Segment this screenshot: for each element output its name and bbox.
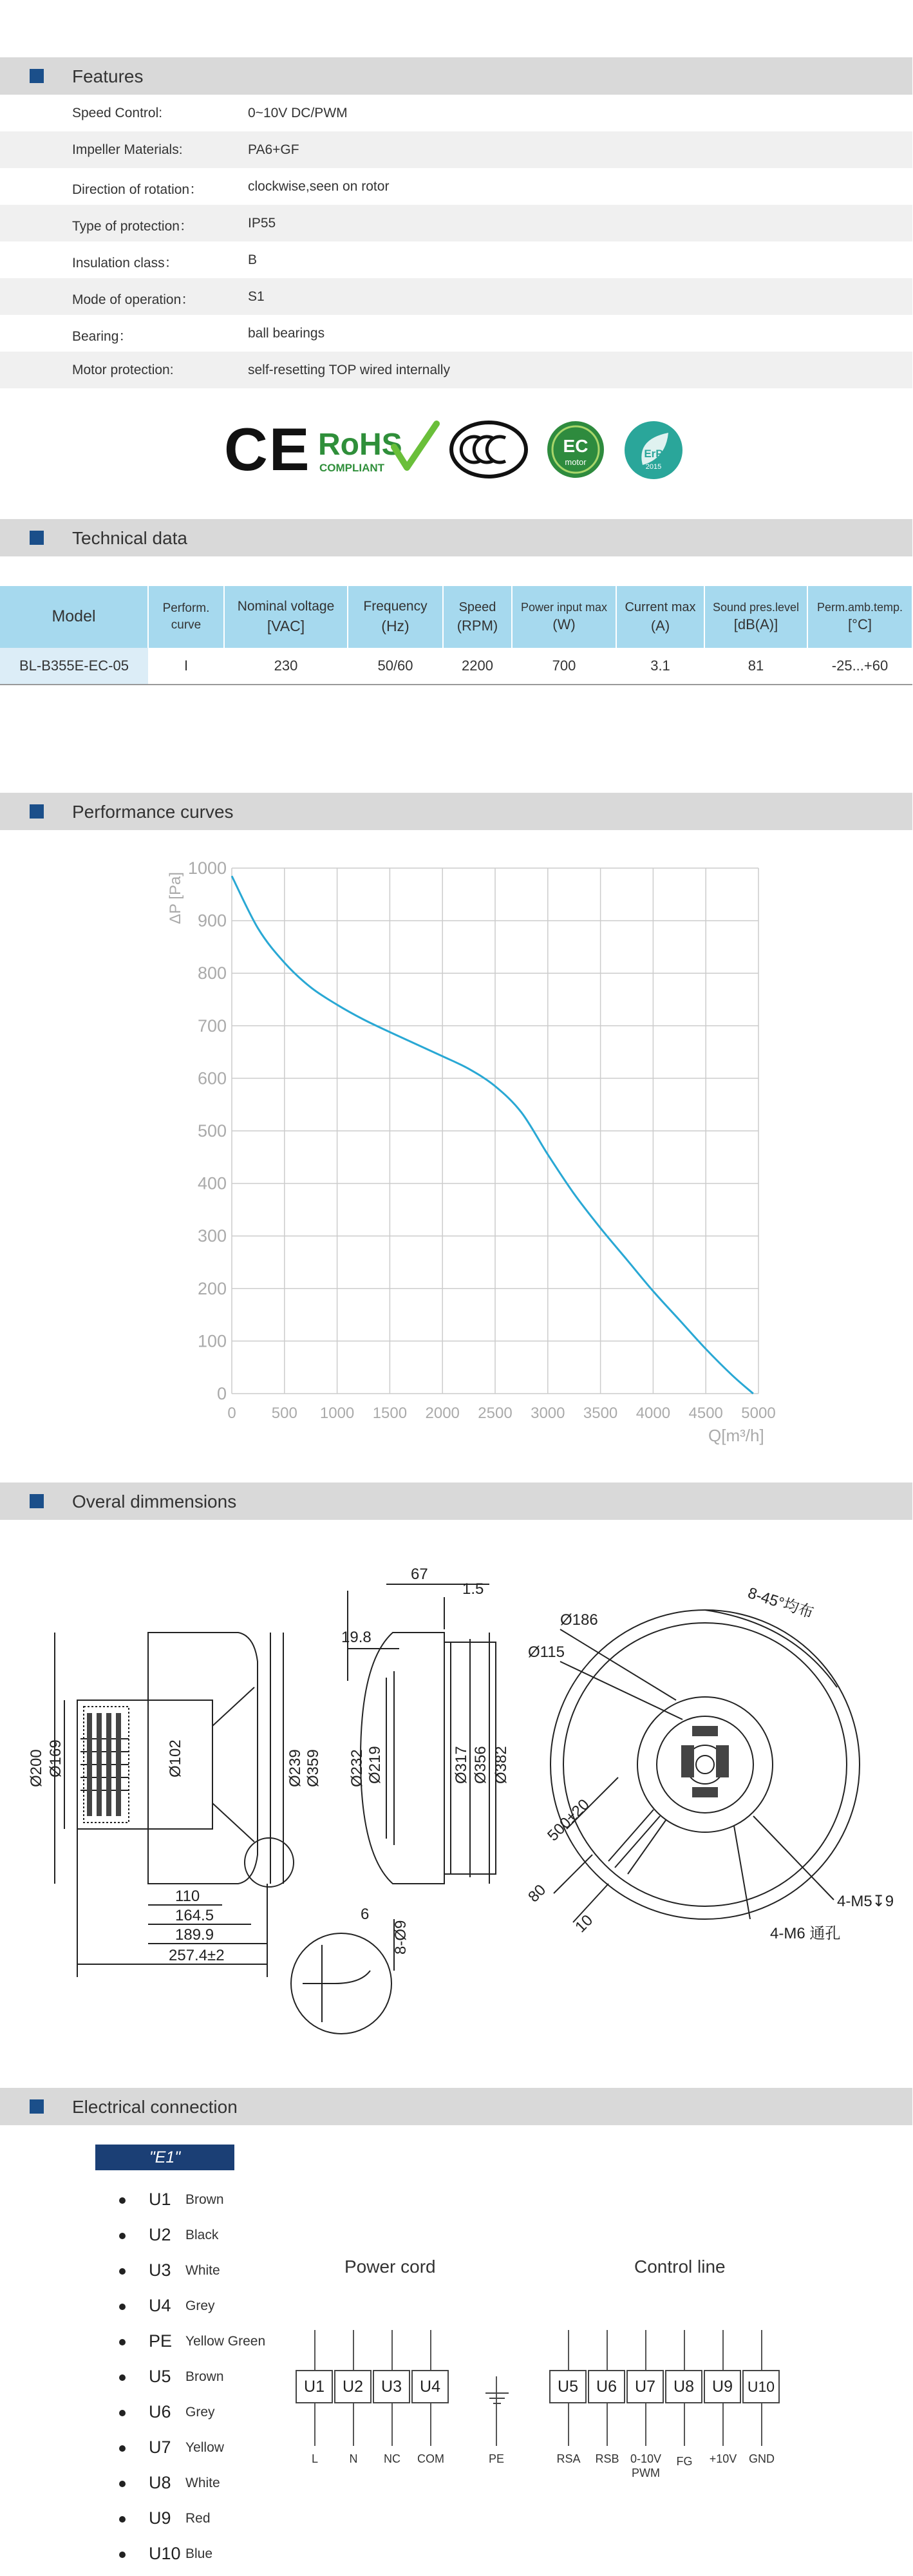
ce-logo-text: CE <box>224 415 311 483</box>
column-header: Nominal voltage [VAC] <box>224 586 348 648</box>
terminal-label: RSA <box>556 2452 581 2465</box>
chart-x-axis-label: Q[m³/h] <box>708 1426 764 1445</box>
chart-series-line <box>232 876 753 1394</box>
bullet-icon <box>119 2481 126 2487</box>
feature-label: Impeller Materials: <box>72 142 183 157</box>
table-cell: 2200 <box>443 648 512 685</box>
x-tick-label: 5000 <box>741 1405 776 1422</box>
feature-value: PA6+GF <box>248 142 299 157</box>
terminal-label: NC <box>384 2452 400 2465</box>
feature-label: Direction of rotation： <box>72 182 203 197</box>
feature-value: self-resetting TOP wired internally <box>248 363 450 377</box>
column-header: Current max (A) <box>616 586 704 648</box>
table-cell: 3.1 <box>616 648 704 685</box>
dim-label: Ø186 <box>560 1611 598 1629</box>
feature-label: Motor protection: <box>72 363 174 377</box>
dimensions-header <box>0 1482 912 1520</box>
bullet-icon <box>119 2197 126 2204</box>
feature-label: Speed Control: <box>72 106 163 120</box>
section-marker <box>30 2099 44 2114</box>
ccc-logo <box>449 420 529 479</box>
column-header: Frequency (Hz) <box>348 586 443 648</box>
dim-label: 10 <box>572 1911 597 1937</box>
dim-label: Ø219 <box>366 1746 384 1784</box>
terminal-label: +10V <box>709 2452 737 2465</box>
terminal: U3 <box>373 2370 410 2403</box>
dimension-drawing <box>0 1533 912 2067</box>
section-marker <box>30 69 44 83</box>
y-tick-label: 1000 <box>187 858 227 878</box>
performance-title: Performance curves <box>72 802 234 822</box>
feature-value: clockwise,seen on rotor <box>248 179 390 194</box>
ground-icon <box>484 2389 510 2409</box>
y-tick-label: 700 <box>197 1016 227 1036</box>
terminal: U4 <box>411 2370 449 2403</box>
y-tick-label: 600 <box>197 1068 227 1088</box>
x-tick-label: 2000 <box>425 1405 460 1422</box>
erp-logo-text: ErP <box>644 448 663 460</box>
ce-logo <box>224 415 311 483</box>
y-tick-label: 100 <box>197 1331 227 1351</box>
dim-label: Ø169 <box>47 1739 64 1777</box>
feature-value: S1 <box>248 289 265 304</box>
features-header <box>0 57 912 95</box>
terminal-label: L <box>311 2452 318 2465</box>
terminal-label: FG <box>676 2455 693 2468</box>
erp-logo <box>623 420 684 480</box>
dim-label: Ø356 <box>472 1746 489 1784</box>
dim-label: 500±20 <box>544 1795 593 1845</box>
table-cell: 230 <box>224 648 348 685</box>
feature-row <box>0 131 912 168</box>
dim-label: 67 <box>411 1566 428 1583</box>
electrical-header <box>0 2088 912 2125</box>
section-marker <box>30 1494 44 1508</box>
performance-chart <box>155 850 798 1455</box>
feature-row <box>0 315 912 352</box>
bullet-icon <box>119 2304 126 2310</box>
feature-value: 0~10V DC/PWM <box>248 106 348 120</box>
dim-label: 1.5 <box>462 1580 484 1598</box>
dim-label: Ø115 <box>528 1643 565 1661</box>
x-tick-label: 0 <box>227 1405 236 1422</box>
section-marker <box>30 531 44 545</box>
dim-label: Ø102 <box>167 1739 184 1777</box>
technical-table <box>0 586 913 685</box>
feature-row <box>0 352 912 388</box>
dim-label: Ø382 <box>493 1746 510 1784</box>
table-cell: 700 <box>512 648 616 685</box>
feature-row <box>0 242 912 278</box>
y-tick-label: 400 <box>197 1173 227 1193</box>
technical-header <box>0 519 912 556</box>
table-header-row <box>0 586 912 648</box>
dim-label: 19.8 <box>341 1629 372 1646</box>
y-tick-label: 900 <box>197 911 227 931</box>
power-cord-title: Power cord <box>344 2257 436 2277</box>
y-tick-label: 300 <box>197 1226 227 1246</box>
dim-label: 110 <box>175 1888 200 1905</box>
x-tick-label: 4500 <box>688 1405 723 1422</box>
column-header: Perform. curve <box>148 586 224 648</box>
dim-label: 8-Ø9 <box>392 1920 409 1955</box>
bullet-icon <box>119 2552 126 2558</box>
table-cell: 50/60 <box>348 648 443 685</box>
column-header: Perm.amb.temp. [°C] <box>807 586 912 648</box>
feature-value: B <box>248 252 258 267</box>
chart-y-axis-label: ΔP [Pa] <box>167 872 184 924</box>
section-marker <box>30 804 44 819</box>
x-tick-label: 3000 <box>531 1405 565 1422</box>
x-tick-label: 3500 <box>583 1405 618 1422</box>
x-tick-label: 1000 <box>319 1405 355 1422</box>
ec-logo-text: EC <box>563 436 588 456</box>
y-tick-label: 200 <box>197 1278 227 1298</box>
table-cell: BL-B355E-EC-05 <box>0 648 148 685</box>
feature-row <box>0 278 912 315</box>
feature-label: Insulation class： <box>72 256 178 270</box>
table-cell: I <box>148 648 224 685</box>
terminal-label: COM <box>417 2452 444 2465</box>
terminal-label: PWM <box>632 2467 660 2479</box>
table-cell: 81 <box>704 648 807 685</box>
column-header: Model <box>0 586 148 648</box>
terminal-label: PE <box>488 2452 504 2465</box>
dim-label: 4-M6 通孔 <box>770 1925 841 1942</box>
terminal-label: 0-10V <box>630 2452 662 2465</box>
column-header: Sound pres.level [dB(A)] <box>704 586 807 648</box>
bullet-icon <box>119 2410 126 2416</box>
feature-label: Mode of operation： <box>72 292 195 307</box>
dim-label: 80 <box>525 1881 550 1906</box>
feature-label: Type of protection： <box>72 219 193 234</box>
table-row <box>0 648 912 685</box>
dim-label: 189.9 <box>175 1926 214 1944</box>
dim-label: Ø232 <box>348 1749 366 1787</box>
terminal: U10 <box>742 2370 780 2403</box>
electrical-title: Electrical connection <box>72 2097 238 2117</box>
x-tick-label: 4000 <box>635 1405 671 1422</box>
column-header: Speed (RPM) <box>443 586 512 648</box>
dim-label: 8-45°均布 <box>746 1584 816 1622</box>
x-tick-label: 500 <box>271 1405 297 1422</box>
y-tick-label: 0 <box>216 1384 227 1403</box>
erp-logo-year: 2015 <box>645 463 662 471</box>
features-title: Features <box>72 66 144 86</box>
feature-row <box>0 205 912 242</box>
bullet-icon <box>119 2339 126 2345</box>
bullet-icon <box>119 2268 126 2275</box>
terminal: U5 <box>549 2370 587 2403</box>
dim-label: 164.5 <box>175 1907 214 1924</box>
terminal-label: GND <box>749 2452 775 2465</box>
feature-value: ball bearings <box>248 326 325 341</box>
rohs-logo-subtext: COMPLIANT <box>319 462 385 474</box>
feature-row <box>0 95 912 131</box>
column-header: Power input max (W) <box>512 586 616 648</box>
dim-label: 4-M5↧9 <box>837 1893 894 1910</box>
dim-label: Ø317 <box>453 1746 470 1784</box>
dim-label: 6 <box>361 1906 370 1923</box>
terminal: U8 <box>665 2370 702 2403</box>
e1-tag: "E1" <box>95 2145 234 2170</box>
terminal: U9 <box>704 2370 741 2403</box>
y-tick-label: 800 <box>197 963 227 983</box>
bullet-icon <box>119 2374 126 2381</box>
bullet-icon <box>119 2233 126 2239</box>
dimensions-title: Overal dimmensions <box>72 1492 237 1511</box>
bullet-icon <box>119 2516 126 2523</box>
feature-label: Bearing： <box>72 329 133 344</box>
dim-label: 257.4±2 <box>169 1947 225 1964</box>
ec-motor-logo <box>546 420 605 479</box>
chart-grid <box>232 868 758 1394</box>
control-line-title: Control line <box>634 2257 726 2277</box>
table-cell: -25...+60 <box>807 648 912 685</box>
chart-ticks <box>188 858 776 1422</box>
y-tick-label: 500 <box>197 1121 227 1141</box>
terminal-label: N <box>349 2452 358 2465</box>
feature-row <box>0 168 912 205</box>
dim-label: Ø359 <box>305 1749 322 1787</box>
technical-title: Technical data <box>72 528 188 548</box>
terminal: U1 <box>296 2370 333 2403</box>
performance-header <box>0 793 912 830</box>
x-tick-label: 2500 <box>478 1405 513 1422</box>
x-tick-label: 1500 <box>372 1405 408 1422</box>
feature-value: IP55 <box>248 216 276 231</box>
rohs-logo-text: RoHS <box>318 428 402 462</box>
ec-logo-subtext: motor <box>565 457 587 467</box>
bullet-icon <box>119 2445 126 2452</box>
dim-label: Ø239 <box>287 1749 304 1787</box>
dim-label: Ø200 <box>28 1749 45 1787</box>
terminal: U2 <box>334 2370 372 2403</box>
terminal: U7 <box>626 2370 664 2403</box>
rohs-logo <box>317 421 439 479</box>
terminal-label: RSB <box>595 2452 619 2465</box>
terminal: U6 <box>588 2370 625 2403</box>
